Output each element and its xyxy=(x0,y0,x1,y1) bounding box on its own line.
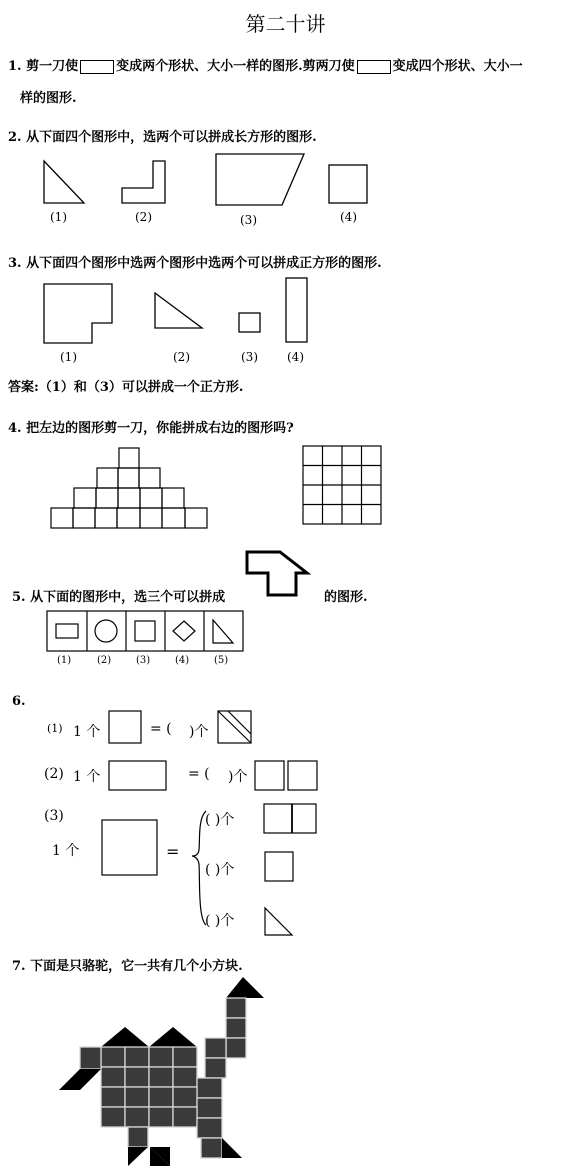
q1-rect-a xyxy=(80,60,114,74)
q2-label-2: (2) xyxy=(135,210,152,224)
q6-r3-one: 1 个 xyxy=(52,843,80,859)
q6-r3-opt-3: ( )个 xyxy=(205,913,235,929)
q6-r2-square-b xyxy=(288,761,317,790)
question-7: 7. 下面是只骆驼，它一共有几个小方块. xyxy=(12,959,243,974)
q6-r2-square-a xyxy=(255,761,284,790)
q6-r1-index: (1) xyxy=(47,722,63,735)
q6-r3-rect xyxy=(264,804,316,833)
page-title: 第二十讲 xyxy=(245,12,326,36)
q1-rect-b xyxy=(357,60,391,74)
question-4: 4. 把左边的图形剪一刀，你能拼成右边的图形吗? xyxy=(8,421,294,436)
q3-notched-square xyxy=(44,284,112,343)
q3-triangle xyxy=(155,293,202,328)
question-5-text-b: 的图形. xyxy=(324,590,368,605)
q5-label-4: (4) xyxy=(175,655,190,666)
q6-r1-split-square xyxy=(218,711,251,743)
q2-triangle xyxy=(44,161,84,203)
q6-r1-square xyxy=(109,711,141,743)
q5-target-shape xyxy=(247,552,307,595)
q3-answer: 答案:（1）和（3）可以拼成一个正方形. xyxy=(8,380,244,395)
q2-l-shape xyxy=(122,161,165,203)
q6-r2-close: )个 xyxy=(228,769,248,785)
question-2: 2. 从下面四个图形中，选两个可以拼成长方形的图形. xyxy=(8,130,317,145)
q3-label-2: (2) xyxy=(173,350,190,364)
q6-r1-one: 1 个 xyxy=(73,724,101,740)
q2-label-3: (3) xyxy=(240,213,257,227)
question-5-text-a: 5. 从下面的图形中，选三个可以拼成 xyxy=(12,590,226,605)
q6-r3-square xyxy=(265,852,293,881)
q6-r3-opt-2: ( )个 xyxy=(205,862,235,878)
q2-label-1: (1) xyxy=(50,210,67,224)
question-3: 3. 从下面四个图形中选两个图形中选两个可以拼成正方形的图形. xyxy=(8,256,382,271)
q5-label-5: (5) xyxy=(214,655,229,666)
q6-r3-brace xyxy=(192,811,206,925)
q6-r3-triangle xyxy=(265,908,292,935)
q6-r2-eq: = ( xyxy=(188,766,210,782)
q5-label-1: (1) xyxy=(57,655,72,666)
q1-line2: 样的图形. xyxy=(20,91,77,106)
q1-text-c: 变成四个形状、大小一 xyxy=(392,59,523,74)
q2-trapezoid xyxy=(216,154,304,205)
q5-label-2: (2) xyxy=(97,655,112,666)
question-1 xyxy=(8,55,523,74)
q3-label-4: (4) xyxy=(287,350,304,364)
q6-r3-index: (3) xyxy=(44,808,64,824)
q1-text-a: 剪一刀使 xyxy=(26,59,79,74)
q6-r3-opt-1: ( )个 xyxy=(205,812,235,828)
q6-r2-index: (2) xyxy=(44,766,64,782)
q6-r1-close: )个 xyxy=(189,724,209,740)
q3-small-square xyxy=(239,313,260,332)
q1-number: 1. xyxy=(8,59,22,74)
q3-label-1: (1) xyxy=(60,350,77,364)
q6-r3-big-square xyxy=(102,820,157,875)
question-6: 6. xyxy=(12,694,26,709)
q6-r2-rect xyxy=(109,761,166,790)
q6-r3-eq: = xyxy=(166,842,180,861)
q2-label-4: (4) xyxy=(340,210,357,224)
q5-label-3: (3) xyxy=(136,655,151,666)
q3-tall-rect xyxy=(286,278,307,342)
q1-text-b: 变成两个形状、大小一样的图形.剪两刀使 xyxy=(116,59,355,74)
q3-label-3: (3) xyxy=(241,350,258,364)
q2-square xyxy=(329,165,367,203)
q6-r2-one: 1 个 xyxy=(73,769,101,785)
q6-r1-eq: = ( xyxy=(150,721,172,737)
